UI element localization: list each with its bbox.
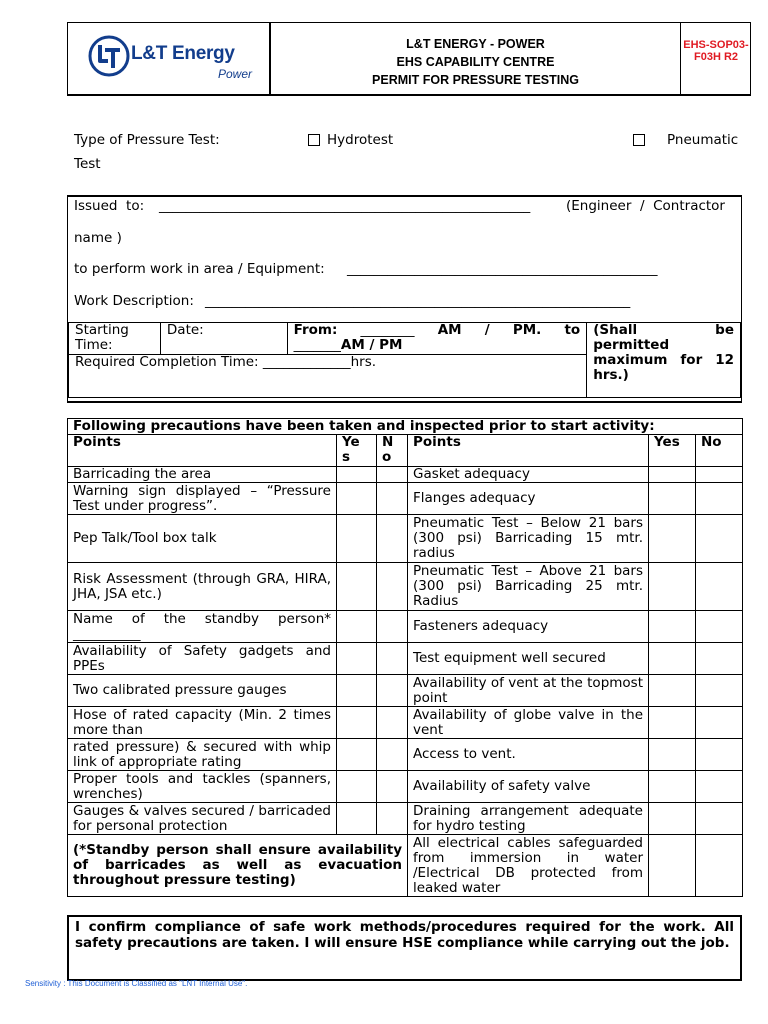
hydrotest-checkbox[interactable]	[308, 134, 320, 146]
no-right-cell[interactable]	[696, 771, 743, 803]
no-right-cell[interactable]	[696, 611, 743, 643]
time-table	[68, 322, 741, 398]
table-row	[68, 483, 743, 515]
document-title	[270, 23, 681, 95]
point-right: Fasteners adequacy	[408, 611, 649, 643]
no-right-cell[interactable]	[696, 643, 743, 675]
yes-right-cell[interactable]	[649, 483, 696, 515]
work-description-label: Work Description:	[74, 293, 194, 309]
logo-subtitle: Power	[218, 67, 253, 81]
point-left: Pep Talk/Tool box talk	[68, 515, 337, 563]
point-left: Proper tools and tackles (spanners, wrenches)	[68, 771, 337, 803]
col-no-right: No	[696, 435, 743, 467]
point-right: All electrical cables safeguarded from immersion in water /Electrical DB protected from leaked water	[408, 835, 649, 897]
work-description-field[interactable]: _______________________________________________________________	[205, 293, 631, 309]
no-left-cell[interactable]	[377, 707, 408, 739]
col-yes-right: Yes	[649, 435, 696, 467]
point-right: Access to vent.	[408, 739, 649, 771]
slash: /	[484, 322, 490, 338]
precautions-table	[67, 418, 743, 897]
issued-to-label: Issued to:	[74, 198, 145, 214]
no-left-cell[interactable]	[377, 483, 408, 515]
required-completion-field[interactable]: _____________	[262, 354, 351, 370]
no-right-cell[interactable]	[696, 563, 743, 611]
work-area-field[interactable]: ______________________________________________	[347, 261, 658, 277]
point-left: Hose of rated capacity (Min. 2 times more than	[68, 707, 337, 739]
date-field[interactable]	[160, 323, 287, 355]
col-points-left: Points	[68, 435, 337, 467]
point-left: Warning sign displayed – “Pressure Test under progress”.	[68, 483, 337, 515]
from-row	[294, 323, 581, 338]
yes-right-cell[interactable]	[649, 675, 696, 707]
table-row	[68, 707, 743, 739]
no-left-cell[interactable]	[377, 675, 408, 707]
pneumatic-checkbox[interactable]	[633, 134, 645, 146]
yes-left-cell[interactable]	[337, 611, 377, 643]
no-left-cell[interactable]	[377, 739, 408, 771]
document-header	[67, 22, 751, 96]
company-logo	[68, 23, 270, 95]
date-label: Date:	[166, 322, 204, 338]
title-line-1: L&T ENERGY - POWER	[406, 37, 545, 51]
yes-left-cell[interactable]	[337, 563, 377, 611]
sensitivity-footer: Sensitivity : This Document is Classified as "LNT Internal Use".	[25, 979, 248, 988]
point-left: Name of the standby person* __________	[68, 611, 337, 643]
point-right: Pneumatic Test – Above 21 bars (300 psi) Barricading 25 mtr. Radius	[408, 563, 649, 611]
yes-right-cell[interactable]	[649, 771, 696, 803]
yes-right-cell[interactable]	[649, 643, 696, 675]
no-right-cell[interactable]	[696, 483, 743, 515]
engineer-contractor-label: (Engineer / Contractor	[566, 198, 725, 214]
pneumatic-label: Pneumatic	[667, 132, 739, 148]
point-left: Risk Assessment (through GRA, HIRA, JHA, JSA etc.)	[68, 563, 337, 611]
table-row	[68, 803, 743, 835]
standby-person-note: (*Standby person shall ensure availability of barricades as well as evacuation throughout pressure testing)	[68, 835, 408, 897]
issued-to-field[interactable]: _______________________________________________________	[159, 198, 531, 214]
yes-left-cell[interactable]	[337, 483, 377, 515]
table-row	[68, 643, 743, 675]
pneumatic-label-wrap: Test	[74, 156, 101, 172]
point-right: Availability of safety valve	[408, 771, 649, 803]
yes-left-cell[interactable]	[337, 739, 377, 771]
point-right: Gasket adequacy	[408, 467, 649, 483]
from-label: From:	[293, 322, 338, 338]
pm-label: PM.	[512, 322, 542, 338]
yes-right-cell[interactable]	[649, 739, 696, 771]
no-right-cell[interactable]	[696, 467, 743, 483]
am-label: AM	[437, 322, 462, 338]
no-left-cell[interactable]	[377, 515, 408, 563]
required-completion-label: Required Completion Time:	[75, 354, 259, 370]
to-blank[interactable]: _______	[293, 337, 341, 353]
point-left: Gauges & valves secured / barricaded for personal protection	[68, 803, 337, 835]
point-right: Availability of globe valve in the vent	[408, 707, 649, 739]
point-right: Flanges adequacy	[408, 483, 649, 515]
point-right: Availability of vent at the topmost point	[408, 675, 649, 707]
yes-left-cell[interactable]	[337, 771, 377, 803]
from-field[interactable]	[287, 323, 587, 355]
yes-left-cell[interactable]	[337, 515, 377, 563]
yes-left-cell[interactable]	[337, 803, 377, 835]
no-right-cell[interactable]	[696, 707, 743, 739]
required-completion-cell[interactable]	[69, 355, 587, 398]
hydrotest-label: Hydrotest	[327, 132, 394, 148]
point-left: Two calibrated pressure gauges	[68, 675, 337, 707]
table-row	[68, 467, 743, 483]
yes-left-cell[interactable]	[337, 707, 377, 739]
name-label: name )	[74, 230, 122, 246]
point-right: Pneumatic Test – Below 21 bars (300 psi) Barricading 15 mtr. radius	[408, 515, 649, 563]
no-left-cell[interactable]	[377, 563, 408, 611]
no-right-cell[interactable]	[696, 675, 743, 707]
work-area-label: to perform work in area / Equipment:	[74, 261, 325, 277]
hrs-label: hrs.	[350, 354, 377, 370]
no-left-cell[interactable]	[377, 467, 408, 483]
title-line-3: PERMIT FOR PRESSURE TESTING	[372, 73, 579, 87]
point-right: Test equipment well secured	[408, 643, 649, 675]
point-left: Barricading the area	[68, 467, 337, 483]
point-left: rated pressure) & secured with whip link of appropriate rating	[68, 739, 337, 771]
no-left-cell[interactable]	[377, 803, 408, 835]
yes-left-cell[interactable]	[337, 643, 377, 675]
yes-right-cell[interactable]	[649, 515, 696, 563]
table-row	[68, 563, 743, 611]
table-row	[68, 835, 743, 897]
to-row	[294, 338, 581, 353]
title-line-2: EHS CAPABILITY CENTRE	[396, 55, 555, 69]
table-row	[68, 515, 743, 563]
am-pm-label: AM / PM	[340, 337, 403, 353]
yes-left-cell[interactable]	[337, 675, 377, 707]
no-left-cell[interactable]	[377, 611, 408, 643]
yes-right-cell[interactable]	[649, 563, 696, 611]
point-left: Availability of Safety gadgets and PPEs	[68, 643, 337, 675]
no-left-cell[interactable]	[377, 643, 408, 675]
col-no-left: N o	[377, 435, 408, 467]
no-right-cell[interactable]	[696, 803, 743, 835]
yes-left-cell[interactable]	[337, 467, 377, 483]
pressure-test-type-label: Type of Pressure Test:	[74, 132, 220, 148]
yes-right-cell[interactable]	[649, 707, 696, 739]
to-label: to	[564, 322, 581, 338]
no-left-cell[interactable]	[377, 771, 408, 803]
precautions-heading: Following precautions have been taken and inspected prior to start activity:	[68, 419, 743, 435]
yes-right-cell[interactable]	[649, 835, 696, 897]
max-duration-note: (Shall be permitted maximum for 12 hrs.)	[587, 323, 741, 398]
confirmation-statement: I confirm compliance of safe work methods/procedures required for the work. All safety precautions are taken. I will ensure HSE compliance while carrying out the job.	[67, 915, 742, 981]
col-yes-left: Ye s	[337, 435, 377, 467]
no-right-cell[interactable]	[696, 739, 743, 771]
no-right-cell[interactable]	[696, 515, 743, 563]
table-row	[68, 611, 743, 643]
lt-logo-icon	[88, 35, 130, 77]
document-code: EHS-SOP03-F03H R2	[683, 39, 749, 63]
table-row	[68, 771, 743, 803]
yes-right-cell[interactable]	[649, 803, 696, 835]
col-points-right: Points	[408, 435, 649, 467]
point-right: Draining arrangement adequate for hydro testing	[408, 803, 649, 835]
yes-right-cell[interactable]	[649, 611, 696, 643]
table-row	[68, 739, 743, 771]
starting-time-label: Starting Time:	[69, 323, 161, 355]
yes-right-cell[interactable]	[649, 467, 696, 483]
from-blank[interactable]: ________	[360, 322, 415, 338]
no-right-cell[interactable]	[696, 835, 743, 897]
issued-section	[67, 195, 742, 403]
table-row	[68, 675, 743, 707]
logo-text: L&T Energy	[131, 43, 235, 64]
